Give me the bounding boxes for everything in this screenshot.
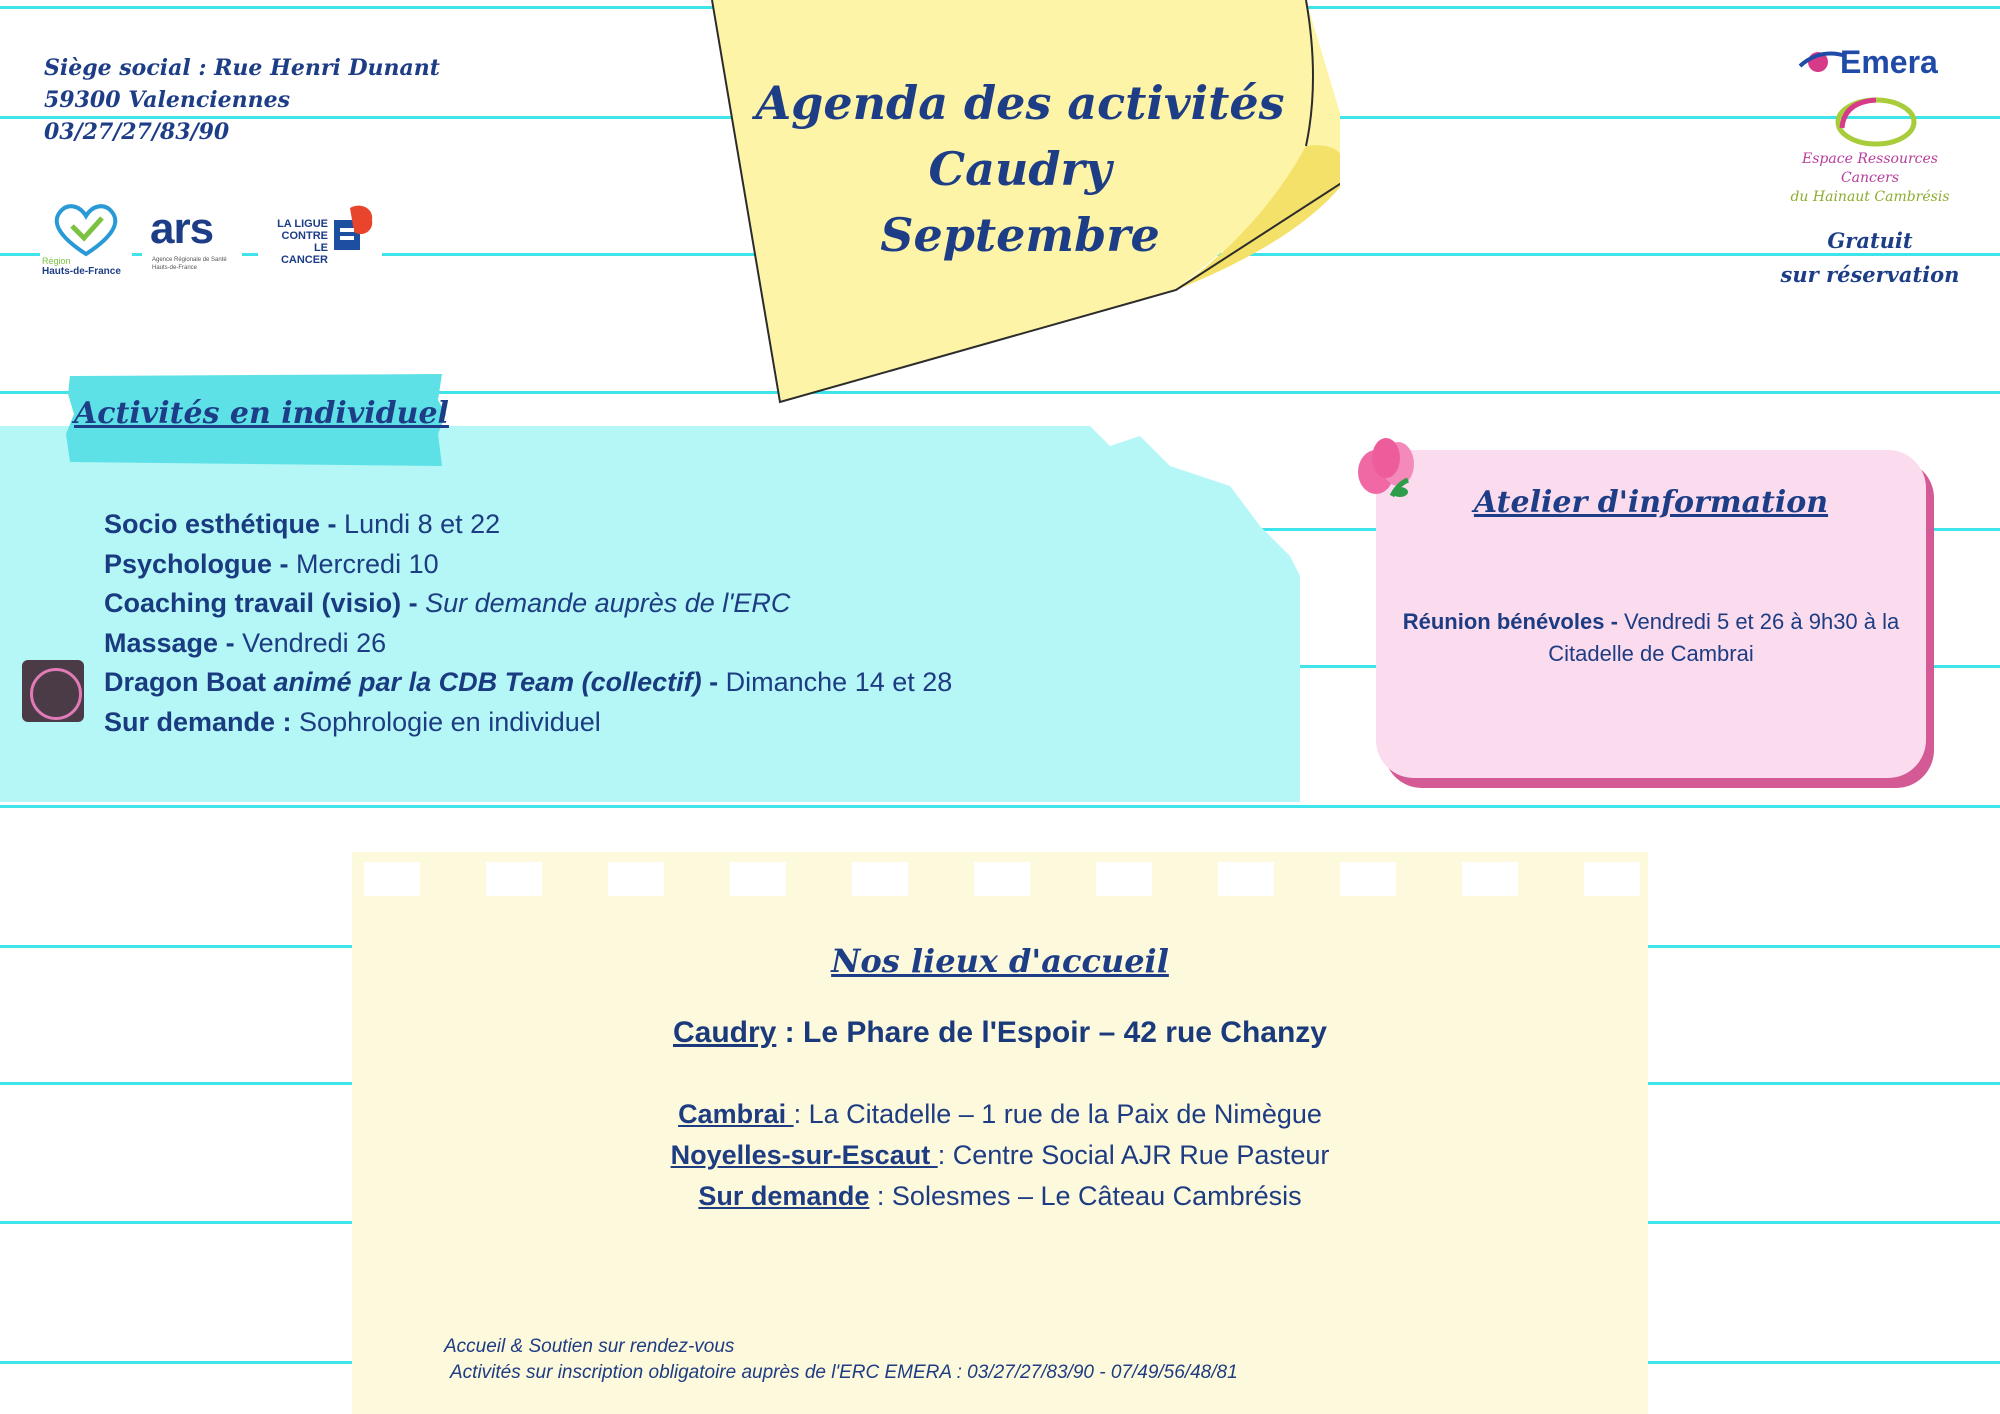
panel-notch xyxy=(1340,862,1396,896)
emera-sub-line: du Hainaut Cambrésis xyxy=(1790,189,1950,205)
logo-ligue xyxy=(258,196,382,278)
ligue-line: CONTRE xyxy=(281,230,328,242)
region-name: Hauts-de-France xyxy=(42,266,121,277)
activity-detail: Mercredi 10 xyxy=(296,548,439,579)
ars-subtitle: Agence Régionale de Santé Hauts-de-France xyxy=(152,257,227,271)
footer-line: Activités sur inscription obligatoire auprès de l'ERC EMERA : 03/27/27/83/90 - 07/49/56/48/81 xyxy=(450,1362,1238,1383)
activity-detail: Vendredi 26 xyxy=(242,627,387,658)
title-line: Agenda des activités xyxy=(755,76,1285,130)
activity-detail: Lundi 8 et 22 xyxy=(344,509,501,539)
address-city: 59300 Valenciennes xyxy=(44,87,290,113)
panel-notch xyxy=(852,862,908,896)
emera-logo: Emera xyxy=(1840,44,1938,80)
panel-notch xyxy=(1218,862,1274,896)
ars-wordmark: ars xyxy=(150,204,214,253)
atelier-detail: Vendredi 5 et 26 à 9h30 à la Citadelle de Cambrai xyxy=(1548,609,1900,666)
main-detail: : Le Phare de l'Espoir – 42 rue Chanzy xyxy=(776,1016,1327,1049)
activities-list xyxy=(104,505,952,742)
activity-item xyxy=(104,505,952,545)
location-detail: : Solesmes – Le Câteau Cambrésis xyxy=(869,1181,1302,1211)
location-city: Cambrai xyxy=(678,1099,794,1129)
emera-subtitle xyxy=(1780,150,1960,207)
activity-detail: Dimanche 14 et 28 xyxy=(725,667,953,697)
location-city: Sur demande xyxy=(698,1181,870,1211)
ruled-line xyxy=(0,805,2000,808)
emera-sub-line: Cancers xyxy=(1840,170,1900,186)
emera-sub-line: Espace Ressources xyxy=(1802,151,1938,167)
location-detail: : La Citadelle – 1 rue de la Paix de Nimègue xyxy=(793,1099,1322,1129)
reservation-label: sur réservation xyxy=(1780,262,1960,287)
location-detail: : Centre Social AJR Rue Pasteur xyxy=(937,1140,1330,1170)
footer-line: Accueil & Soutien sur rendez-vous xyxy=(444,1336,735,1357)
ligue-line: LA LIGUE xyxy=(277,218,328,230)
cdb-team-badge-icon xyxy=(22,660,84,722)
individuel-title: Activités en individuel xyxy=(74,396,449,431)
activity-detail: Sophrologie en individuel xyxy=(299,706,601,737)
emera-ring-icon xyxy=(1834,94,1918,150)
logo-ars xyxy=(142,196,242,278)
location-item xyxy=(352,1094,1648,1135)
location-city: Noyelles-sur-Escaut xyxy=(670,1140,938,1170)
title-city: Caudry xyxy=(928,142,1112,196)
atelier-text xyxy=(1396,606,1906,670)
logo-region xyxy=(40,196,132,278)
activity-label: Coaching travail (visio) - xyxy=(104,588,426,618)
panel-notch xyxy=(730,862,786,896)
activity-item xyxy=(104,663,952,703)
region-label: Région xyxy=(42,256,71,266)
locations-list xyxy=(352,1094,1648,1217)
activity-label-sep: - xyxy=(701,667,726,697)
activity-label: Dragon Boat xyxy=(104,667,274,697)
atelier-label: Réunion bénévoles - xyxy=(1402,609,1625,634)
location-item xyxy=(352,1176,1648,1217)
activity-label: Psychologue - xyxy=(104,548,297,579)
activity-item xyxy=(104,584,952,624)
panel-notch xyxy=(486,862,542,896)
activity-item xyxy=(104,703,952,743)
main-location xyxy=(352,1016,1648,1050)
address-phone: 03/27/27/83/90 xyxy=(44,119,230,145)
ligue-line: LE CANCER xyxy=(280,242,328,266)
activity-label: Sur demande : xyxy=(104,706,300,737)
lieux-title: Nos lieux d'accueil xyxy=(831,942,1169,980)
page-title xyxy=(740,70,1300,268)
ligue-cross-icon xyxy=(330,204,380,256)
title-month: Septembre xyxy=(880,208,1160,262)
panel-notch xyxy=(974,862,1030,896)
address-block xyxy=(44,52,440,148)
activity-detail: Sur demande auprès de l'ERC xyxy=(425,588,791,618)
address-line: Siège social : Rue Henri Dunant xyxy=(44,55,440,81)
activity-label: Socio esthétique - xyxy=(104,509,345,539)
panel-notch xyxy=(608,862,664,896)
main-city: Caudry xyxy=(672,1016,777,1049)
gratuit-label: Gratuit xyxy=(1827,228,1913,253)
panel-notch xyxy=(364,862,420,896)
gratuit-note xyxy=(1770,224,1970,292)
panel-notch xyxy=(1462,862,1518,896)
activity-item xyxy=(104,545,952,585)
activity-label: Massage - xyxy=(104,627,243,658)
atelier-title: Atelier d'information xyxy=(1473,485,1829,520)
panel-notch xyxy=(1096,862,1152,896)
activity-item xyxy=(104,624,952,664)
footer-note xyxy=(444,1334,1238,1386)
panel-notch xyxy=(1584,862,1640,896)
activity-label-italic: animé par la CDB Team (collectif) xyxy=(273,667,702,697)
location-item xyxy=(352,1135,1648,1176)
